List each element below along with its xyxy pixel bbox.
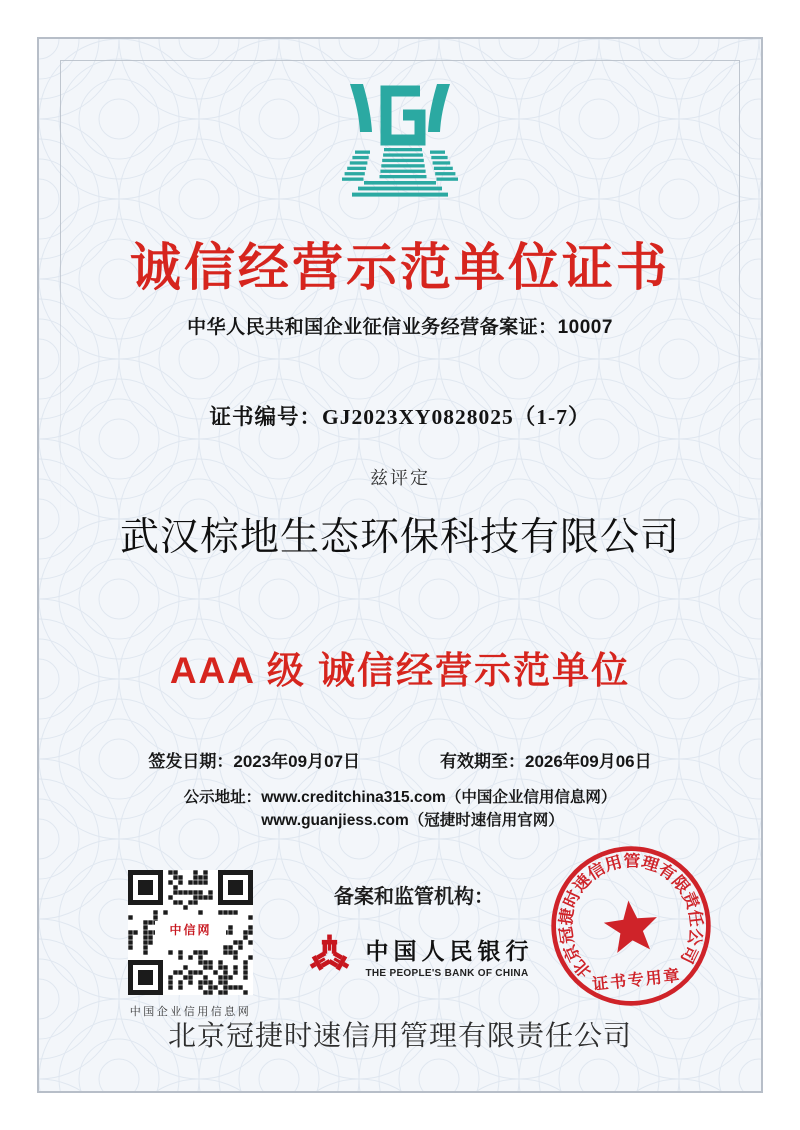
seal-company-text: 北京冠捷时速信用管理有限责任公司	[558, 853, 704, 981]
certificate-subtitle: 中华人民共和国企业征信业务经营备案证：10007	[187, 317, 613, 338]
publicity-url-creditchina: www.creditchina315.com（中国企业信用信息网）	[261, 789, 617, 806]
regulator-label: 备案和监管机构：	[334, 886, 494, 908]
date-row	[0, 747, 800, 772]
issuer-company: 北京冠捷时速信用管理有限责任公司	[167, 1020, 632, 1051]
brand-logo	[334, 84, 466, 202]
logo-left-blade	[350, 84, 372, 132]
publicity-urls	[261, 786, 616, 832]
seal-caption: 证书专用章	[591, 967, 683, 994]
publicity-label: 公示地址：	[183, 789, 262, 806]
valid-until-date: 有效期至：2026年09月06日	[440, 752, 652, 771]
qr-caption: 中国企业信用信息网	[129, 1006, 252, 1018]
hereby-text: 兹评定	[370, 468, 430, 488]
pboc-block	[307, 926, 534, 986]
qr-center-label: 中信网	[155, 921, 226, 940]
logo-g-glyph	[386, 91, 420, 140]
logo-stripes	[342, 148, 458, 197]
pboc-name-en: THE PEOPLE'S BANK OF CHINA	[365, 968, 529, 979]
pboc-name-block	[366, 933, 534, 979]
rating-text: AAA 级 诚信经营示范单位	[169, 650, 631, 691]
logo-right-blade	[428, 84, 450, 132]
certificate-title: 诚信经营示范单位证书	[129, 239, 670, 296]
publicity-url-guanjiess: www.guanjiess.com（冠捷时速信用官网）	[261, 812, 564, 829]
certificate-number: 证书编号：GJ2023XY0828025（1-7）	[209, 405, 591, 429]
publicity-address	[0, 786, 800, 832]
star-icon	[602, 898, 660, 954]
pboc-emblem-icon	[307, 931, 353, 981]
company-name: 武汉棕地生态环保科技有限公司	[119, 516, 680, 559]
qr-block	[128, 870, 253, 1018]
pboc-name-cn: 中国人民银行	[365, 939, 534, 964]
company-seal	[538, 833, 725, 1020]
issue-date: 签发日期：2023年09月07日	[148, 752, 360, 771]
